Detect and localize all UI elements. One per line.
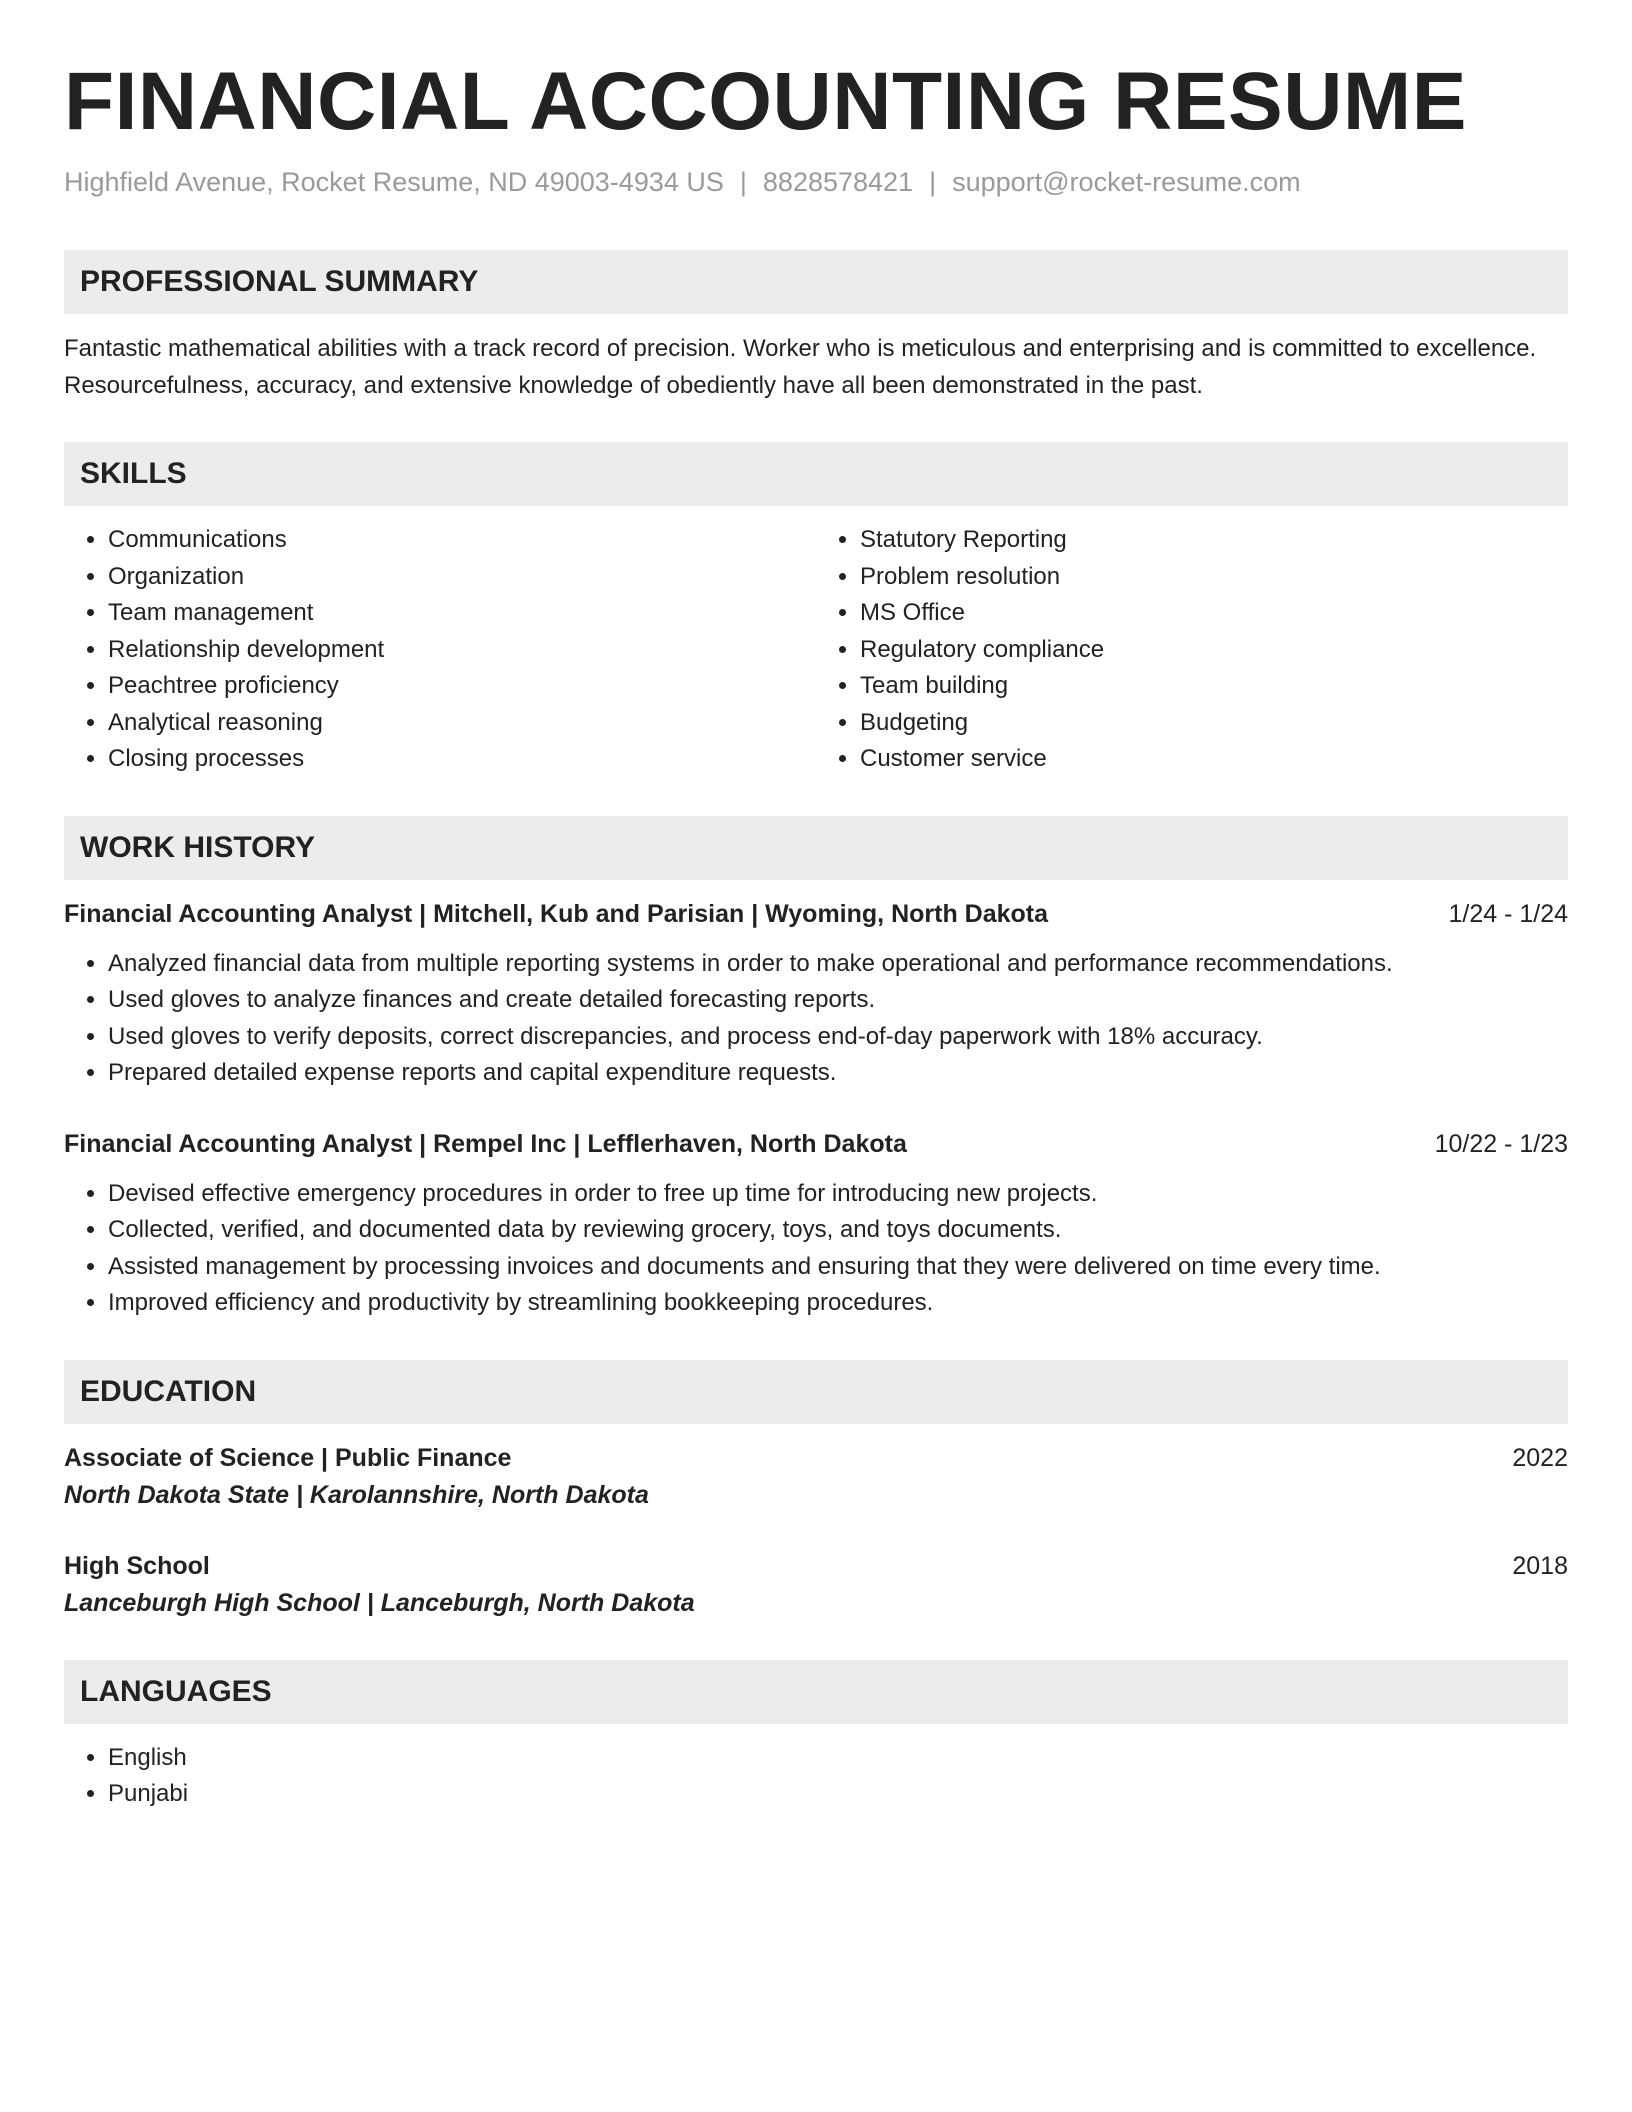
language-item: • Punjabi bbox=[108, 1776, 1568, 1813]
job-bullet: • Analyzed financial data from multiple reporting systems in order to make operational and performance recommendations. bbox=[108, 946, 1568, 983]
skill-item: • Problem resolution bbox=[860, 559, 1568, 596]
education-degree: Associate of Science | Public Finance bbox=[64, 1443, 512, 1472]
skill-item: • Peachtree proficiency bbox=[108, 668, 816, 705]
skill-item: • MS Office bbox=[860, 595, 1568, 632]
contact-address: Highfield Avenue, Rocket Resume, ND 49003-4934 US bbox=[64, 166, 724, 197]
skills-list bbox=[64, 522, 1568, 778]
job-date: 1/24 - 1/24 bbox=[1448, 899, 1568, 928]
job-bullet: • Used gloves to analyze finances and create detailed forecasting reports. bbox=[108, 982, 1568, 1019]
education-entry-header bbox=[64, 1548, 1568, 1584]
job-bullet: • Prepared detailed expense reports and capital expenditure requests. bbox=[108, 1055, 1568, 1092]
contact-line bbox=[64, 166, 1568, 198]
education-degree: High School bbox=[64, 1551, 210, 1580]
skills-column-right bbox=[816, 522, 1568, 778]
job-bullet: • Collected, verified, and documented data by reviewing grocery, toys, and toys documents. bbox=[108, 1212, 1568, 1249]
work-entry bbox=[64, 896, 1568, 1092]
skill-item: • Analytical reasoning bbox=[108, 705, 816, 742]
language-item: • English bbox=[108, 1740, 1568, 1777]
job-bullets bbox=[64, 1176, 1568, 1322]
section-header-summary: PROFESSIONAL SUMMARY bbox=[64, 250, 1568, 314]
education-entry-header bbox=[64, 1440, 1568, 1476]
job-bullet: • Improved efficiency and productivity by streamlining bookkeeping procedures. bbox=[108, 1285, 1568, 1322]
resume-title: FINANCIAL ACCOUNTING RESUME bbox=[64, 56, 1467, 147]
skills-column-left bbox=[64, 522, 816, 778]
job-bullet: • Used gloves to verify deposits, correct discrepancies, and process end-of-day paperwork with 18% accuracy. bbox=[108, 1019, 1568, 1056]
contact-separator: | bbox=[739, 166, 747, 197]
job-bullet: • Devised effective emergency procedures in order to free up time for introducing new projects. bbox=[108, 1176, 1568, 1213]
job-date: 10/22 - 1/23 bbox=[1434, 1129, 1568, 1158]
skill-item: • Communications bbox=[108, 522, 816, 559]
contact-phone: 8828578421 bbox=[762, 166, 914, 197]
education-entry bbox=[64, 1440, 1568, 1514]
skill-item: • Regulatory compliance bbox=[860, 632, 1568, 669]
skill-item: • Closing processes bbox=[108, 741, 816, 778]
skill-item: • Team building bbox=[860, 668, 1568, 705]
education-year: 2022 bbox=[1512, 1443, 1568, 1472]
section-header-languages: LANGUAGES bbox=[64, 1660, 1568, 1724]
skill-item: • Customer service bbox=[860, 741, 1568, 778]
skill-item: • Statutory Reporting bbox=[860, 522, 1568, 559]
contact-separator: | bbox=[929, 166, 937, 197]
education-school: Lanceburgh High School | Lanceburgh, North Dakota bbox=[64, 1588, 695, 1617]
education-school: North Dakota State | Karolannshire, North Dakota bbox=[64, 1480, 649, 1509]
skill-item: • Organization bbox=[108, 559, 816, 596]
skill-item: • Relationship development bbox=[108, 632, 816, 669]
work-entry-header bbox=[64, 1126, 1568, 1162]
job-bullet: • Assisted management by processing invoices and documents and ensuring that they were delivered on time every time. bbox=[108, 1249, 1568, 1286]
job-bullets bbox=[64, 946, 1568, 1092]
section-header-education: EDUCATION bbox=[64, 1360, 1568, 1424]
job-title: Financial Accounting Analyst | Mitchell, Kub and Parisian | Wyoming, North Dakota bbox=[64, 899, 1049, 928]
skill-item: • Team management bbox=[108, 595, 816, 632]
job-title: Financial Accounting Analyst | Rempel Inc | Lefflerhaven, North Dakota bbox=[64, 1129, 907, 1158]
section-header-skills: SKILLS bbox=[64, 442, 1568, 506]
education-year: 2018 bbox=[1512, 1551, 1568, 1580]
work-entry bbox=[64, 1126, 1568, 1322]
section-header-work-history: WORK HISTORY bbox=[64, 816, 1568, 880]
summary-text: Fantastic mathematical abilities with a track record of precision. Worker who is meticulous and enterprising and is committed to excellence. Resourcefulness, accuracy, and extensive knowledge of obediently have all been demonstrated in the past. bbox=[64, 335, 1537, 400]
education-entry bbox=[64, 1548, 1568, 1622]
work-entry-header bbox=[64, 896, 1568, 932]
contact-email: support@rocket-resume.com bbox=[952, 166, 1301, 197]
skill-item: • Budgeting bbox=[860, 705, 1568, 742]
languages-list bbox=[64, 1740, 1568, 1813]
